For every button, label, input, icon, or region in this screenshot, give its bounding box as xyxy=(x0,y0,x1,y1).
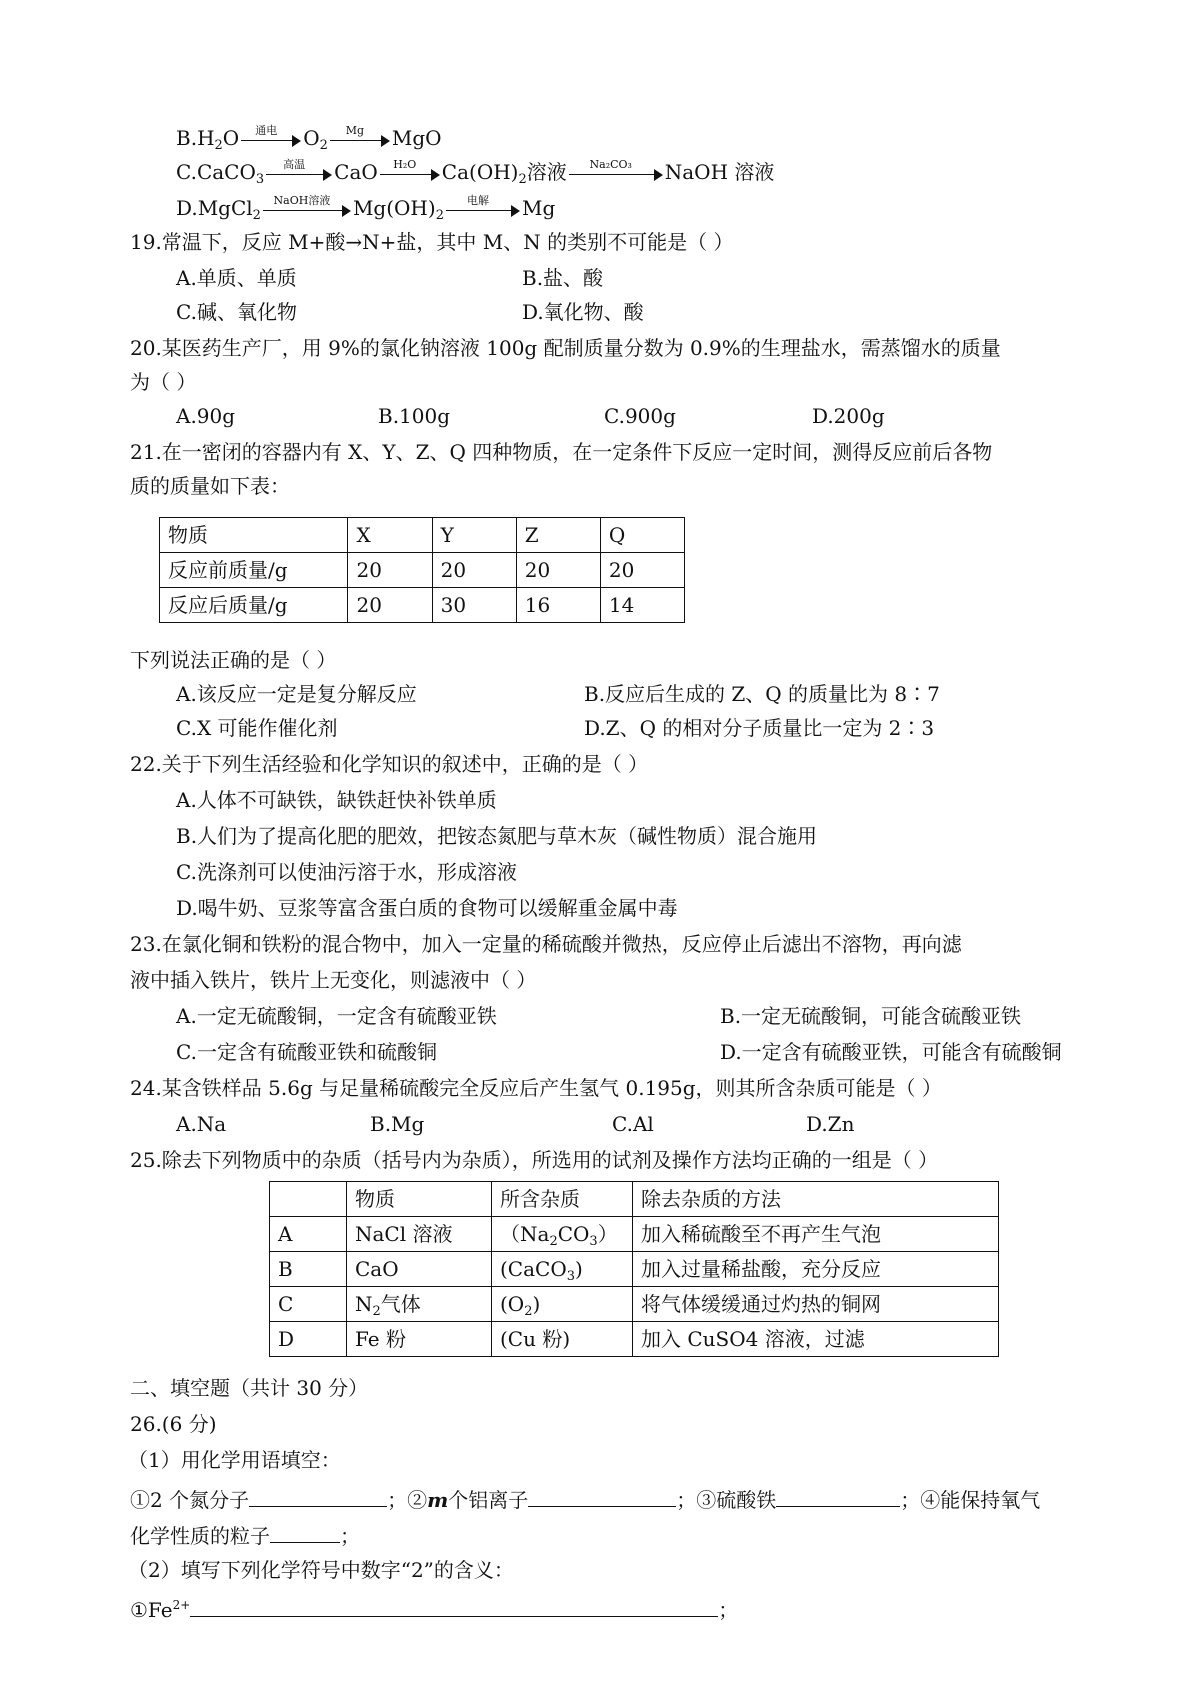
formula-part: Ca(OH) xyxy=(441,160,519,184)
q22-stem: 22.关于下列生活经验和化学知识的叙述中，正确的是（ ） xyxy=(130,752,649,776)
q20-stem-line1: 20.某医药生产厂，用 9%的氯化钠溶液 100g 配制质量分数为 0.9%的生理盐水，需蒸馏水的质量 xyxy=(130,336,1001,360)
subscript: 2 xyxy=(319,138,328,153)
q25-impurity-table xyxy=(269,1181,999,1357)
q21-stem-line1: 21.在一密闭的容器内有 X、Y、Z、Q 四种物质，在一定条件下反应一定时间，测得反应前后各物 xyxy=(130,440,993,464)
subscript: 2 xyxy=(549,1234,558,1249)
q22-option-a: A.人体不可缺铁，缺铁赶快补铁单质 xyxy=(176,788,497,812)
formula-part: (CaCO xyxy=(500,1257,567,1281)
formula-part: O xyxy=(303,126,320,150)
table-cell: C xyxy=(270,1287,347,1322)
table-cell: A xyxy=(270,1217,347,1252)
q26-part2-title: （2）填写下列化学符号中数字“2”的含义： xyxy=(128,1558,514,1582)
q21-mass-table xyxy=(159,517,685,623)
table-row xyxy=(270,1322,999,1357)
q26-line3 xyxy=(130,1594,738,1622)
fill-text: ；③硫酸铁 xyxy=(676,1488,777,1512)
reaction-arrow xyxy=(239,124,303,152)
q22-option-c: C.洗涤剂可以使油污溶于水，形成溶液 xyxy=(176,860,517,884)
q24-stem: 24.某含铁样品 5.6g 与足量稀硫酸完全反应后产生氢气 0.195g，则其所含杂质可能是（ ） xyxy=(130,1076,942,1100)
answer-blank-1[interactable] xyxy=(249,1484,387,1507)
table-cell: 20 xyxy=(516,553,600,588)
variable-m: m xyxy=(427,1488,449,1512)
formula-part: ） xyxy=(597,1222,618,1246)
formula-part: CaO xyxy=(334,160,378,184)
q22-option-d: D.喝牛奶、豆浆等富含蛋白质的食物可以缓解重金属中毒 xyxy=(176,896,678,920)
q19-stem: 19.常温下，反应 M+酸→N+盐，其中 M、N 的类别不可能是（ ） xyxy=(130,230,734,254)
formula-part: 气体 xyxy=(380,1292,421,1316)
q19-option-a: A.单质、单质 xyxy=(176,266,297,290)
formula-part: Mg xyxy=(521,196,556,220)
formula-part: CaCO xyxy=(196,160,256,184)
q25-stem: 25.除去下列物质中的杂质（括号内为杂质），所选用的试剂及操作方法均正确的一组是（ ） xyxy=(130,1148,939,1172)
table-cell: 20 xyxy=(348,553,432,588)
table-cell: 14 xyxy=(600,588,684,623)
table-cell: 20 xyxy=(600,553,684,588)
reaction-arrow xyxy=(444,194,522,222)
table-cell xyxy=(347,1287,492,1322)
formula-part: MgO xyxy=(391,126,442,150)
q21-option-b: B.反应后生成的 Z、Q 的质量比为 8∶7 xyxy=(584,682,940,706)
table-row xyxy=(270,1287,999,1322)
table-cell: Z xyxy=(516,518,600,553)
formula-part: NaOH 溶液 xyxy=(664,160,775,184)
section-2-title: 二、填空题（共计 30 分） xyxy=(130,1376,369,1400)
subscript: 2 xyxy=(214,138,223,153)
table-cell: 所含杂质 xyxy=(492,1182,633,1217)
table-row xyxy=(160,588,685,623)
q26-line1 xyxy=(130,1484,1040,1512)
subscript: 2 xyxy=(518,172,527,187)
q23-stem-line2: 液中插入铁片，铁片上无变化，则滤液中（ ） xyxy=(130,968,537,992)
table-cell: 30 xyxy=(432,588,516,623)
formula-part: (O xyxy=(500,1292,525,1316)
fill-text: 个铝离子 xyxy=(448,1488,529,1512)
formula-part: O xyxy=(222,126,240,150)
table-cell xyxy=(492,1287,633,1322)
reaction-arrow xyxy=(261,194,353,222)
table-cell: (Cu 粉) xyxy=(492,1322,633,1357)
reaction-arrow xyxy=(264,158,334,186)
formula-part: ) xyxy=(532,1292,541,1316)
q26-part1-title: （1）用化学用语填空： xyxy=(128,1448,341,1472)
reaction-condition: 高温 xyxy=(283,158,306,171)
table-cell: 物质 xyxy=(347,1182,492,1217)
q18-option-b xyxy=(176,124,442,152)
answer-blank-5[interactable] xyxy=(190,1594,718,1617)
table-cell: D xyxy=(270,1322,347,1357)
table-row xyxy=(270,1182,999,1217)
table-cell: 物质 xyxy=(160,518,348,553)
q21-prompt: 下列说法正确的是（ ） xyxy=(130,648,337,672)
q24-option-b: B.Mg xyxy=(370,1112,425,1136)
table-cell: 除去杂质的方法 xyxy=(633,1182,999,1217)
q26-head: 26.(6 分) xyxy=(130,1412,217,1436)
q23-option-d: D.一定含有硫酸亚铁，可能含有硫酸铜 xyxy=(720,1040,1062,1064)
reaction-condition: 电解 xyxy=(466,194,489,207)
fill-text: ；② xyxy=(387,1488,428,1512)
q21-option-a: A.该反应一定是复分解反应 xyxy=(176,682,417,706)
subscript: 2 xyxy=(524,1304,533,1319)
q18-option-d xyxy=(176,194,555,222)
q21-stem-line2: 质的质量如下表： xyxy=(130,474,290,498)
table-cell xyxy=(492,1217,633,1252)
table-row xyxy=(270,1252,999,1287)
table-row xyxy=(160,553,685,588)
option-letter: B. xyxy=(176,126,198,150)
answer-blank-2[interactable] xyxy=(528,1484,676,1507)
q23-option-b: B.一定无硫酸铜，可能含硫酸亚铁 xyxy=(720,1004,1022,1028)
q20-stem-line2: 为（ ） xyxy=(130,370,197,394)
fill-text: ； xyxy=(718,1598,739,1622)
q20-option-a: A.90g xyxy=(176,404,236,428)
formula-part: MgCl xyxy=(197,196,253,220)
fill-text: ①2 个氮分子 xyxy=(130,1488,250,1512)
q26-line2 xyxy=(130,1520,360,1548)
table-cell: 20 xyxy=(348,588,432,623)
answer-blank-4[interactable] xyxy=(270,1520,340,1543)
reaction-arrow xyxy=(567,158,665,186)
reaction-condition: Na₂CO₃ xyxy=(589,158,632,171)
table-cell: B xyxy=(270,1252,347,1287)
q20-option-d: D.200g xyxy=(812,404,885,428)
formula-part: ) xyxy=(575,1257,583,1281)
table-cell xyxy=(270,1182,347,1217)
q23-option-a: A.一定无硫酸铜，一定含有硫酸亚铁 xyxy=(176,1004,497,1028)
q20-option-b: B.100g xyxy=(378,404,451,428)
q19-option-b: B.盐、酸 xyxy=(522,266,604,290)
option-letter: C. xyxy=(176,160,197,184)
formula-part: N xyxy=(355,1292,373,1316)
table-cell: CaO xyxy=(347,1252,492,1287)
q24-option-c: C.Al xyxy=(612,1112,654,1136)
table-cell: X xyxy=(348,518,432,553)
q23-stem-line1: 23.在氯化铜和铁粉的混合物中，加入一定量的稀硫酸并微热，反应停止后滤出不溶物，再向滤 xyxy=(130,932,962,956)
q18-option-c xyxy=(176,158,774,186)
fill-text: ； xyxy=(340,1524,360,1548)
fill-text: ①Fe xyxy=(130,1598,173,1622)
formula-part: CO xyxy=(557,1222,590,1246)
option-letter: D. xyxy=(176,196,198,220)
table-cell: 加入过量稀盐酸，充分反应 xyxy=(633,1252,999,1287)
table-cell: 加入稀硫酸至不再产生气泡 xyxy=(633,1217,999,1252)
formula-part: （Na xyxy=(500,1222,550,1246)
subscript: 3 xyxy=(589,1234,598,1249)
subscript: 2 xyxy=(252,208,261,223)
fill-text: ；④能保持氧气 xyxy=(900,1488,1041,1512)
subscript: 3 xyxy=(255,172,265,187)
q19-option-d: D.氧化物、酸 xyxy=(522,300,644,324)
q24-option-d: D.Zn xyxy=(806,1112,855,1136)
table-row xyxy=(270,1217,999,1252)
table-cell: 16 xyxy=(516,588,600,623)
q19-option-c: C.碱、氧化物 xyxy=(176,300,297,324)
reaction-arrow xyxy=(328,124,392,152)
table-cell: Y xyxy=(432,518,516,553)
answer-blank-3[interactable] xyxy=(776,1484,900,1507)
superscript: 2+ xyxy=(172,1598,191,1612)
fill-text: 化学性质的粒子 xyxy=(130,1524,270,1548)
table-cell xyxy=(492,1252,633,1287)
table-cell: 反应后质量/g xyxy=(160,588,348,623)
reaction-condition: NaOH溶液 xyxy=(273,194,331,207)
table-cell: Fe 粉 xyxy=(347,1322,492,1357)
formula-part: 溶液 xyxy=(526,160,567,184)
table-cell: 20 xyxy=(432,553,516,588)
formula-part: H xyxy=(197,126,215,150)
table-cell: 加入 CuSO4 溶液，过滤 xyxy=(633,1322,999,1357)
q23-option-c: C.一定含有硫酸亚铁和硫酸铜 xyxy=(176,1040,437,1064)
table-cell: Q xyxy=(600,518,684,553)
reaction-condition: Mg xyxy=(345,124,365,137)
q20-option-c: C.900g xyxy=(604,404,676,428)
formula-part: Mg(OH) xyxy=(352,196,436,220)
table-cell: 反应前质量/g xyxy=(160,553,348,588)
q21-option-d: D.Z、Q 的相对分子质量比一定为 2∶3 xyxy=(584,716,935,740)
subscript: 3 xyxy=(566,1269,576,1284)
reaction-arrow xyxy=(378,158,442,186)
table-row xyxy=(160,518,685,553)
table-cell: 将气体缓缓通过灼热的铜网 xyxy=(633,1287,999,1322)
reaction-condition: H₂O xyxy=(393,158,417,171)
subscript: 2 xyxy=(372,1304,381,1319)
q24-option-a: A.Na xyxy=(176,1112,227,1136)
subscript: 2 xyxy=(435,208,444,223)
table-cell: NaCl 溶液 xyxy=(347,1217,492,1252)
reaction-condition: 通电 xyxy=(255,124,278,137)
q21-option-c: C.X 可能作催化剂 xyxy=(176,716,338,740)
q22-option-b: B.人们为了提高化肥的肥效，把铵态氮肥与草木灰（碱性物质）混合施用 xyxy=(176,824,818,848)
